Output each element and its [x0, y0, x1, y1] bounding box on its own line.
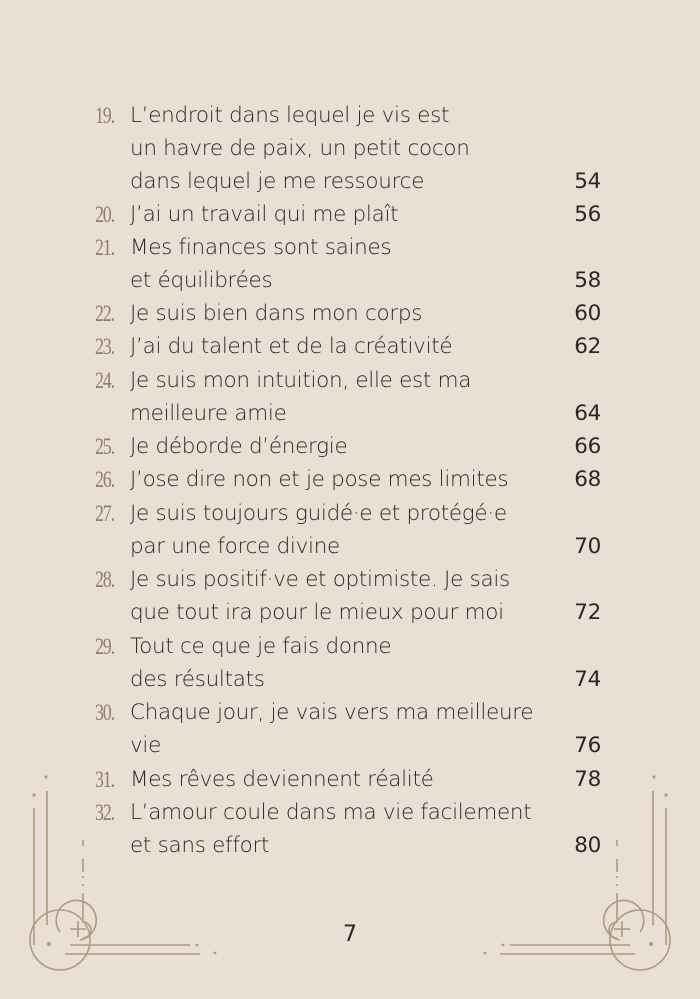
page-number: 7	[343, 922, 357, 947]
toc-entry-19-end	[0, 165, 700, 198]
entry-number: 27.	[95, 501, 114, 526]
entry-page: 60	[574, 301, 601, 326]
dot-leader	[453, 165, 551, 198]
dot-leader	[290, 264, 551, 297]
toc-entry-26[interactable]	[0, 463, 700, 496]
entry-page: 56	[574, 202, 601, 227]
entry-page: 76	[574, 733, 601, 758]
entry-page: 68	[574, 467, 601, 492]
entry-number: 20.	[95, 202, 114, 227]
entry-number: 32.	[95, 800, 114, 825]
toc-entry-21-end	[0, 264, 700, 297]
entry-title-line: meilleure amie	[130, 401, 287, 426]
entry-title-line: et équilibrées	[130, 268, 273, 293]
entry-number: 30.	[95, 700, 114, 725]
toc-entry-24-end	[0, 397, 700, 430]
entry-title-line: Je suis mon intuition, elle est ma	[130, 368, 472, 393]
entry-page: 64	[574, 401, 601, 426]
entry-number: 23.	[95, 334, 114, 359]
dot-leader	[453, 297, 551, 330]
toc-entry-29-end	[0, 663, 700, 696]
entry-page: 80	[574, 833, 601, 858]
dot-leader	[534, 596, 551, 629]
dot-leader	[380, 430, 551, 463]
dot-leader	[298, 397, 551, 430]
toc-entry-28-end	[0, 596, 700, 629]
toc-entry-20[interactable]	[0, 198, 700, 231]
entry-page: 54	[574, 169, 601, 194]
entry-title-line: et sans effort	[130, 833, 270, 858]
toc-entry-21[interactable]	[0, 231, 700, 264]
entry-title-line: L’amour coule dans ma vie facilement	[130, 800, 532, 825]
entry-page: 70	[574, 534, 601, 559]
entry-number: 31.	[95, 767, 114, 792]
toc-entry-19-cont	[0, 132, 700, 165]
entry-title-line: Tout ce que je fais donne	[130, 634, 392, 659]
entry-title-line: J’ai du talent et de la créativité	[130, 334, 453, 359]
entry-page: 58	[574, 268, 601, 293]
dot-leader	[278, 663, 551, 696]
corner-ornament-right-icon	[460, 700, 700, 999]
dot-leader	[482, 330, 551, 363]
corner-ornament-left-icon	[0, 700, 240, 999]
toc-entry-25[interactable]	[0, 430, 700, 463]
toc-entry-19[interactable]	[0, 99, 700, 132]
entry-title-line: J’ose dire non et je pose mes limites	[130, 467, 509, 492]
entry-page: 78	[574, 767, 601, 792]
entry-title-line: Je déborde d’énergie	[130, 434, 348, 459]
entry-page: 62	[574, 334, 601, 359]
entry-title-line: Mes rêves deviennent réalité	[130, 767, 434, 792]
entry-title-line: Je suis positif·ve et optimiste. Je sais	[130, 567, 510, 592]
entry-number: 19.	[95, 103, 114, 128]
entry-page: 66	[574, 434, 601, 459]
entry-number: 22.	[95, 301, 114, 326]
entry-title-line: J’ai un travail qui me plaît	[130, 202, 399, 227]
toc-entry-23[interactable]	[0, 330, 700, 363]
toc-entry-27-end	[0, 530, 700, 563]
entry-title-line: Je suis bien dans mon corps	[130, 301, 423, 326]
entry-title-line: L’endroit dans lequel je vis est	[130, 103, 450, 128]
dot-leader	[541, 463, 551, 496]
toc-entry-29[interactable]	[0, 630, 700, 663]
entry-page: 74	[574, 667, 601, 692]
entry-page: 72	[574, 600, 601, 625]
dot-leader	[360, 530, 551, 563]
entry-title-line: Chaque jour, je vais vers ma meilleure	[130, 700, 534, 725]
entry-title-line: Je suis toujours guidé·e et protégé·e	[130, 501, 507, 526]
entry-title-line: Mes finances sont saines	[130, 235, 392, 260]
toc-entry-28[interactable]	[0, 563, 700, 596]
entry-number: 24.	[95, 368, 114, 393]
dot-leader	[424, 198, 551, 231]
entry-title-line: un havre de paix, un petit cocon	[130, 136, 470, 161]
toc-entry-27[interactable]	[0, 497, 700, 530]
entry-number: 29.	[95, 634, 114, 659]
entry-title-line: vie	[130, 733, 162, 758]
entry-number: 28.	[95, 567, 114, 592]
entry-title-line: par une force divine	[130, 534, 340, 559]
entry-title-line: des résultats	[130, 667, 265, 692]
toc-entry-24[interactable]	[0, 364, 700, 397]
entry-number: 26.	[95, 467, 114, 492]
entry-title-line: dans lequel je me ressource	[130, 169, 425, 194]
entry-number: 21.	[95, 235, 114, 260]
toc-entry-22[interactable]	[0, 297, 700, 330]
entry-number: 25.	[95, 434, 114, 459]
entry-title-line: que tout ira pour le mieux pour moi	[130, 600, 504, 625]
